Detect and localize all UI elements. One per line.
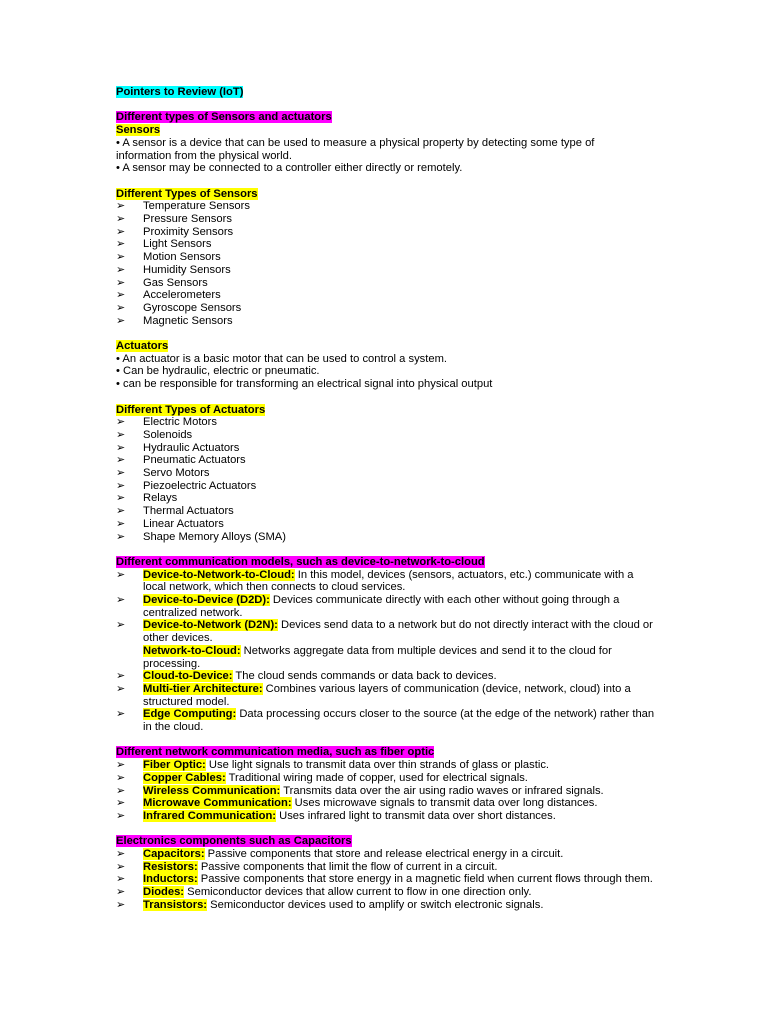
arrow-bullet-icon: ➢ [116,568,126,581]
spacer [116,734,656,747]
arrow-bullet-icon: ➢ [116,517,126,530]
arrow-bullet-icon: ➢ [116,251,126,264]
sensors-label: Sensors [116,124,161,137]
term-label: Resistors: [143,860,198,873]
term-label: Cloud-to-Device: [143,670,233,683]
term-label: Copper Cables: [143,771,226,784]
arrow-bullet-icon: ➢ [116,809,126,822]
actuator-point: • can be responsible for transforming an electrical signal into physical output [116,378,493,391]
list-item [116,302,656,315]
arrow-bullet-icon: ➢ [116,428,126,441]
arrow-bullet-icon: ➢ [116,200,126,213]
term-label: Fiber Optic: [143,759,206,772]
term-description: Traditional wiring made of copper, used for electrical signals. [225,771,528,784]
term-list-item [116,759,656,772]
arrow-bullet-icon: ➢ [116,454,126,467]
list-item [116,289,656,302]
sensors-actuators-heading: Different types of Sensors and actuators [116,111,332,124]
list-item [116,315,656,328]
list-item [116,454,656,467]
term-label: Infrared Communication: [143,809,277,822]
arrow-bullet-icon: ➢ [116,479,126,492]
list-item-text: Light Sensors [143,238,212,251]
term-list-item [116,670,656,683]
arrow-bullet-icon: ➢ [116,467,126,480]
term-list-item [116,886,656,899]
term-label: Device-to-Network-to-Cloud: [143,568,295,581]
list-item-text: Humidity Sensors [143,263,231,276]
communication-models-list [116,569,656,734]
term-list-item [116,569,656,594]
list-item-text: Relays [143,492,178,505]
term-list-item [116,645,656,670]
list-item [116,518,656,531]
list-item-text: Gyroscope Sensors [143,301,242,314]
electronics-list [116,848,656,912]
arrow-bullet-icon: ➢ [116,682,126,695]
list-item [116,264,656,277]
list-item [116,429,656,442]
arrow-bullet-icon: ➢ [116,708,126,721]
list-item-text: Thermal Actuators [143,505,234,518]
sensor-types-heading: Different Types of Sensors [116,187,258,200]
arrow-bullet-icon: ➢ [116,670,126,683]
spacer [116,327,656,340]
term-label: Network-to-Cloud: [143,644,241,657]
term-list-item [116,772,656,785]
list-item [116,277,656,290]
list-item [116,442,656,455]
list-item-text: Magnetic Sensors [143,314,233,327]
arrow-bullet-icon: ➢ [116,276,126,289]
list-item-text: Solenoids [143,428,193,441]
arrow-bullet-icon: ➢ [116,238,126,251]
term-label: Capacitors: [143,848,205,861]
term-description: Use light signals to transmit data over thin strands of glass or plastic. [205,759,550,772]
term-list-item [116,810,656,823]
term-label: Device-to-Device (D2D): [143,594,270,607]
term-label: Transistors: [143,898,208,911]
term-description: Devices send data to a network but do not directly interact with the cloud or other devices. [143,619,653,645]
list-item [116,467,656,480]
term-list-item [116,848,656,861]
arrow-bullet-icon: ➢ [116,492,126,505]
arrow-bullet-icon: ➢ [116,301,126,314]
list-item [116,492,656,505]
list-item-text: Temperature Sensors [143,200,250,213]
term-label: Microwave Communication: [143,797,292,810]
term-description: Uses infrared light to transmit data over short distances. [276,809,556,822]
term-list-item [116,861,656,874]
arrow-bullet-icon: ➢ [116,530,126,543]
term-label: Inductors: [143,873,198,886]
term-list-item [116,594,656,619]
arrow-bullet-icon: ➢ [116,505,126,518]
list-item-text: Linear Actuators [143,517,224,530]
arrow-bullet-icon: ➢ [116,848,126,861]
electronics-heading: Electronics components such as Capacitors [116,835,352,848]
term-description: In this model, devices (sensors, actuators, etc.) communicate with a local network, which then connects to cloud services. [143,568,634,594]
arrow-bullet-icon: ➢ [116,416,126,429]
spacer [116,543,656,556]
term-list-item [116,873,656,886]
term-label: Diodes: [143,886,185,899]
spacer [116,391,656,404]
arrow-bullet-icon: ➢ [116,886,126,899]
list-item [116,505,656,518]
term-description: Passive components that store and release electrical energy in a circuit. [204,848,564,861]
arrow-bullet-icon: ➢ [116,759,126,772]
actuator-point: • Can be hydraulic, electric or pneumatic. [116,365,320,378]
list-item-text: Electric Motors [143,416,217,429]
term-list-item [116,785,656,798]
list-item [116,200,656,213]
spacer [116,175,656,188]
sensor-point: • A sensor is a device that can be used to measure a physical property by detecting some type of information from the physical world. [116,136,595,162]
term-label: Device-to-Network (D2N): [143,619,278,632]
term-description: Networks aggregate data from multiple devices and send it to the cloud for processing. [143,644,612,670]
spacer [116,823,656,836]
list-item-text: Servo Motors [143,467,210,480]
term-description: Transmits data over the air using radio waves or infrared signals. [280,784,604,797]
term-description: Semiconductor devices used to amplify or switch electronic signals. [207,898,544,911]
arrow-bullet-icon: ➢ [116,784,126,797]
document-page [116,86,656,912]
term-description: Uses microwave signals to transmit data over long distances. [291,797,598,810]
list-item-text: Hydraulic Actuators [143,441,240,454]
arrow-bullet-icon: ➢ [116,860,126,873]
term-description: Passive components that limit the flow of current in a circuit. [197,860,498,873]
term-list-item [116,619,656,644]
arrow-bullet-icon: ➢ [116,797,126,810]
arrow-bullet-icon: ➢ [116,873,126,886]
term-description: The cloud sends commands or data back to devices. [232,670,497,683]
list-item-text: Motion Sensors [143,251,221,264]
list-item [116,238,656,251]
list-item [116,226,656,239]
arrow-bullet-icon: ➢ [116,289,126,302]
term-description: Passive components that store energy in a magnetic field when current flows through them. [197,873,653,886]
list-item-text: Gas Sensors [143,276,208,289]
list-item [116,213,656,226]
list-item-text: Pressure Sensors [143,213,232,225]
communication-models-heading: Different communication models, such as device-to-network-to-cloud [116,555,485,568]
arrow-bullet-icon: ➢ [116,225,126,238]
arrow-bullet-icon: ➢ [116,441,126,454]
arrow-bullet-icon: ➢ [116,263,126,276]
arrow-bullet-icon: ➢ [116,314,126,327]
sensor-types-list [116,200,656,327]
term-description: Data processing occurs closer to the source (at the edge of the network) rather than in the cloud. [143,708,655,734]
network-media-list [116,759,656,823]
list-item [116,251,656,264]
list-item-text: Accelerometers [143,289,221,302]
list-item-text: Proximity Sensors [143,225,234,238]
arrow-bullet-icon: ➢ [116,594,126,607]
spacer [116,99,656,112]
list-item-text: Shape Memory Alloys (SMA) [143,530,286,543]
page-title: Pointers to Review (IoT) [116,86,244,98]
actuator-point: • An actuator is a basic motor that can be used to control a system. [116,352,448,365]
term-label: Multi-tier Architecture: [143,682,263,695]
arrow-bullet-icon: ➢ [116,213,126,225]
actuator-types-heading: Different Types of Actuators [116,403,266,416]
arrow-bullet-icon: ➢ [116,771,126,784]
term-list-item [116,683,656,708]
list-item [116,480,656,493]
term-description: Devices communicate directly with each other without going through a centralized network. [143,594,620,619]
arrow-bullet-icon: ➢ [116,898,126,911]
arrow-bullet-icon: ➢ [116,619,126,632]
list-item [116,416,656,429]
term-description: Combines various layers of communication (device, network, cloud) into a structured model. [143,682,631,708]
actuator-types-list [116,416,656,543]
term-label: Edge Computing: [143,708,237,721]
term-list-item [116,797,656,810]
network-media-heading: Different network communication media, such as fiber optic [116,746,435,759]
list-item [116,531,656,544]
actuators-heading: Actuators [116,340,169,353]
term-description: Semiconductor devices that allow current to flow in one direction only. [184,886,532,899]
term-list-item [116,899,656,912]
list-item-text: Piezoelectric Actuators [143,479,257,492]
list-item-text: Pneumatic Actuators [143,454,246,467]
sensor-point: • A sensor may be connected to a controller either directly or remotely. [116,162,463,175]
term-list-item [116,708,656,733]
term-label: Wireless Communication: [143,784,281,797]
